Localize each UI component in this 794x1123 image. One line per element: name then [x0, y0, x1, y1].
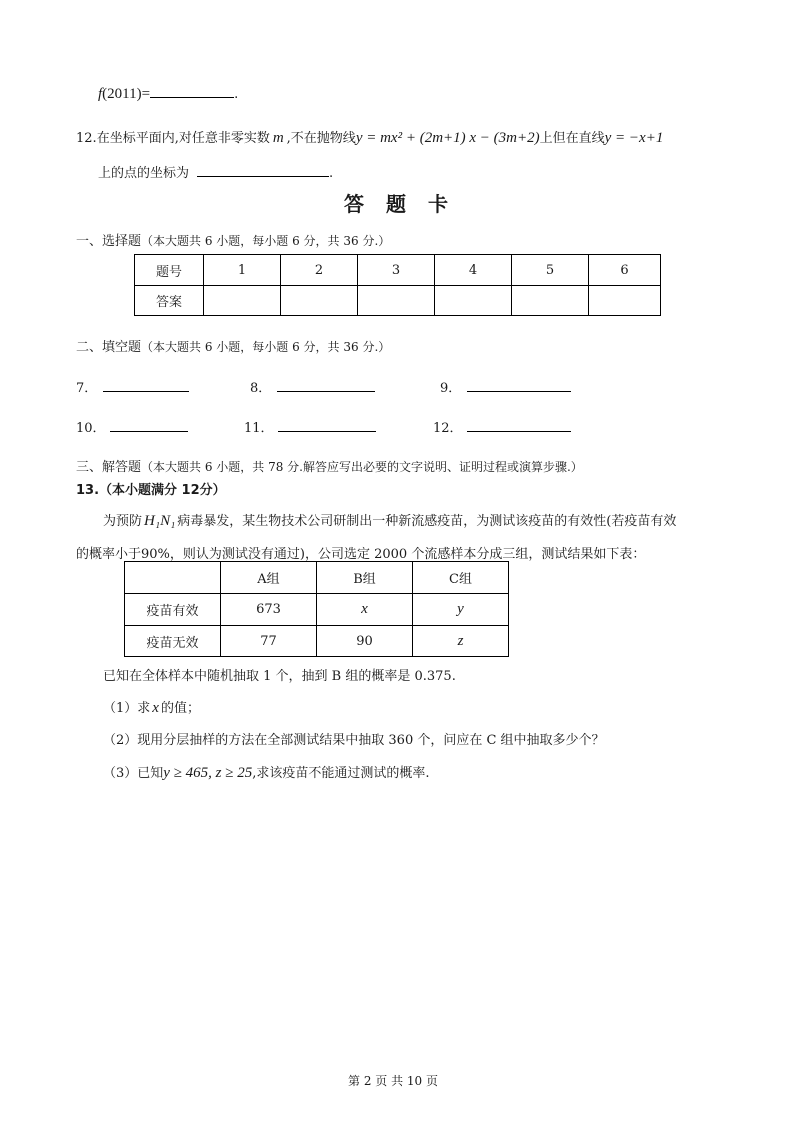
fill-blank-8-label: 8．	[250, 381, 272, 396]
section2-heading: 二、填空题	[76, 340, 142, 355]
q13-part2: （2）现用分层抽样的方法在全部测试结果中抽取 360 个，问应在 C 组中抽取多少个？	[103, 733, 605, 748]
choice-answer-cell-6[interactable]	[589, 286, 661, 316]
q12-parabola: y = mx² + (2m+1) x − (3m+2)	[355, 130, 540, 146]
choice-header-4: 4	[435, 255, 512, 286]
choice-answer-cell-2[interactable]	[281, 286, 358, 316]
fill-blank-8	[250, 377, 375, 396]
q11-period: .	[234, 87, 239, 102]
section3-heading: 三、解答题	[76, 460, 142, 475]
results-header-c: C组	[413, 562, 509, 594]
q13-part1-b: 的值；	[160, 701, 200, 716]
fill-blank-7	[76, 377, 189, 396]
q12-line2	[98, 162, 333, 181]
q12-line1	[76, 127, 663, 147]
choice-header-2: 2	[281, 255, 358, 286]
section1-heading: 一、选择题	[76, 234, 142, 249]
q13-intro-line1	[103, 510, 676, 530]
q13-title: 13.（本小题满分 12分）	[76, 483, 226, 498]
choice-header-1: 1	[204, 255, 281, 286]
fill-blank-12-line[interactable]	[467, 430, 571, 432]
section2-heading-line	[76, 336, 390, 355]
q12-text-a: 在坐标平面内,对任意非零实数	[96, 131, 270, 146]
q12-text-b: ,不在抛物线	[286, 131, 356, 146]
q11-answer-line	[98, 86, 238, 103]
fill-blank-7-line[interactable]	[103, 390, 189, 392]
q12-line-eq: y = −x+1	[604, 130, 664, 146]
choice-answer-cell-5[interactable]	[512, 286, 589, 316]
q13-part3-math: y ≥ 465, z ≥ 25	[163, 765, 253, 781]
q12-text-c: 上但在直线	[539, 131, 605, 146]
q13-part3-b: ,求该疫苗不能通过测试的概率.	[252, 766, 430, 781]
q12-number: 12.	[76, 131, 97, 146]
q11-equals: =	[141, 86, 151, 102]
section1-note: （本大题共 6 小题，每小题 6 分，共 36 分.）	[141, 234, 391, 248]
q11-blank[interactable]	[150, 96, 234, 98]
results-row-ineffective-label: 疫苗无效	[125, 626, 221, 657]
section3-note: （本大题共 6 小题，共 78 分.解答应写出必要的文字说明、证明过程或演算步骤.）	[141, 460, 583, 474]
results-row-ineffective-b: 90	[317, 626, 413, 657]
fill-blank-12	[433, 417, 571, 436]
choice-answer-table	[134, 254, 661, 316]
results-row-effective-a: 673	[221, 594, 317, 626]
fill-blank-9-line[interactable]	[467, 390, 571, 392]
q13-part3	[103, 762, 430, 782]
q13-given: 已知在全体样本中随机抽取 1 个，抽到 B 组的概率是 0.375.	[103, 669, 456, 684]
q13-intro-a: 为预防	[103, 514, 143, 529]
choice-header-5: 5	[512, 255, 589, 286]
q13-part1-a: （1）求	[103, 701, 151, 716]
choice-header-6: 6	[589, 255, 661, 286]
results-header-blank	[125, 562, 221, 594]
fill-blank-11	[244, 417, 376, 436]
results-row-effective-c: y	[413, 594, 509, 626]
results-row-ineffective-c: z	[413, 626, 509, 657]
q13-virus: H₁N₁	[144, 513, 176, 529]
fill-blank-9	[440, 377, 571, 396]
results-row-effective-b: x	[317, 594, 413, 626]
q13-part1-var: x	[152, 700, 159, 716]
fill-blank-10	[76, 417, 188, 436]
fill-blank-10-label: 10．	[76, 421, 106, 436]
q13-intro-line2	[76, 543, 645, 562]
choice-answer-label: 答案	[135, 286, 204, 316]
q12-blank[interactable]	[197, 175, 329, 177]
results-header-b: B组	[317, 562, 413, 594]
results-header-a: A组	[221, 562, 317, 594]
results-row-ineffective-a: 77	[221, 626, 317, 657]
choice-header-3: 3	[358, 255, 435, 286]
page-footer: 第 2 页 共 10 页	[348, 1074, 438, 1088]
q12-text-d: 上的点的坐标为	[98, 166, 190, 181]
section3-heading-line	[76, 456, 583, 475]
section2-note: （本大题共 6 小题，每小题 6 分，共 36 分.）	[141, 340, 391, 354]
choice-header-label: 题号	[135, 255, 204, 286]
choice-answer-cell-3[interactable]	[358, 286, 435, 316]
q12-period: .	[329, 166, 334, 181]
q11-argument: (2011)	[102, 86, 142, 102]
section1-heading-line	[76, 230, 390, 249]
choice-answer-cell-4[interactable]	[435, 286, 512, 316]
results-row-effective-label: 疫苗有效	[125, 594, 221, 626]
q13-part1	[103, 697, 200, 717]
q13-intro-c: 的概率小于90%，则认为测试没有通过)，公司选定 2000 个流感样本分成三组，测试结果如下表：	[76, 547, 646, 562]
fill-blank-11-line[interactable]	[278, 430, 376, 432]
q11-function: f	[98, 86, 103, 102]
vaccine-results-table	[124, 561, 509, 657]
fill-blank-9-label: 9．	[440, 381, 462, 396]
fill-blank-12-label: 12．	[433, 421, 463, 436]
fill-blank-10-line[interactable]	[110, 430, 188, 432]
q13-intro-b: 病毒暴发，某生物技术公司研制出一种新流感疫苗，为测试该疫苗的有效性(若疫苗有效	[177, 514, 677, 529]
q13-part3-a: （3）已知	[103, 766, 164, 781]
fill-blank-8-line[interactable]	[277, 390, 375, 392]
answer-card-title: 答题卡	[344, 192, 470, 216]
fill-blank-11-label: 11．	[244, 421, 274, 436]
q12-var-m: m	[272, 130, 284, 146]
choice-answer-cell-1[interactable]	[204, 286, 281, 316]
fill-blank-7-label: 7．	[76, 381, 98, 396]
